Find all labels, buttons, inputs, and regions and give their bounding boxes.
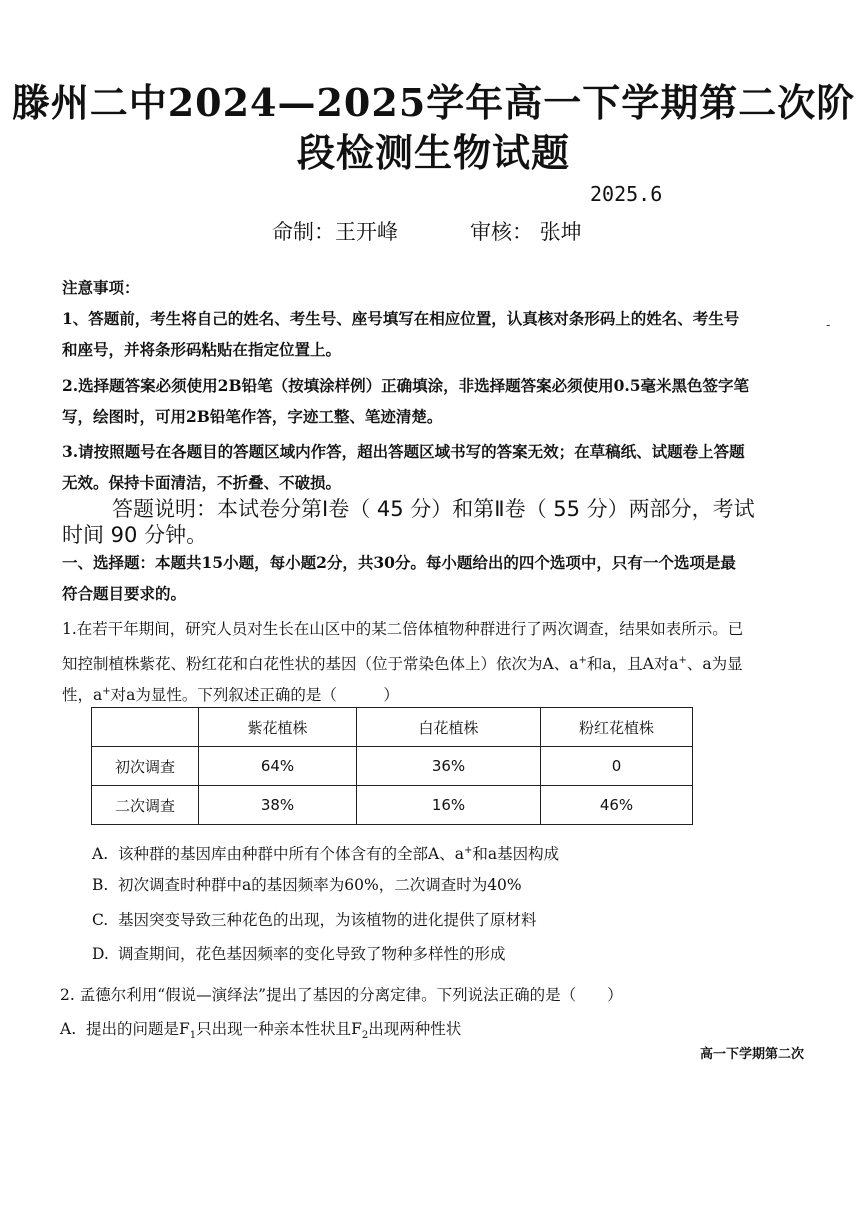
section1-heading-line2: 符合题目要求的。 <box>62 584 187 603</box>
table-header-cell: 白花植株 <box>357 708 541 747</box>
page-title: 滕州二中2024—2025学年高一下学期第二次阶 <box>11 80 856 125</box>
table-cell: 46% <box>541 786 693 825</box>
table-cell: 16% <box>357 786 541 825</box>
note-3-line1: 3.请按照题号在各题目的答题区域内作答，超出答题区域书写的答案无效；在草稿纸、试题卷上答题 <box>62 442 745 461</box>
exam-date: 2025.6 <box>590 182 663 206</box>
margin-mark: - <box>826 318 831 333</box>
page-title-line2: 段检测生物试题 <box>296 130 570 175</box>
note-2-line1: 2.选择题答案必须使用2B铅笔（按填涂样例）正确填涂，非选择题答案必须使用0.5毫米黑色签字笔 <box>62 376 750 395</box>
q1-stem-line1: 1.在若干年期间，研究人员对生长在山区中的某二倍体植物种群进行了两次调查，结果如表所示。已 <box>62 620 744 638</box>
reviewer-label: 审核： 张坤 <box>470 220 582 244</box>
q1-stem-line3: 性，a+对a为显性。下列叙述正确的是（ ） <box>62 686 399 705</box>
notes-heading: 注意事项： <box>62 278 140 297</box>
q1-option-c: C. 基因突变导致三种花色的出现，为该植物的进化提供了原材料 <box>92 911 537 929</box>
note-1-line1: 1、答题前，考生将自己的姓名、考生号、座号填写在相应位置，认真核对条形码上的姓名、考生号 <box>62 309 740 328</box>
q1-option-b: B. 初次调查时种群中a的基因频率为60%，二次调查时为40% <box>92 876 522 894</box>
note-3-line2: 无效。保持卡面清洁，不折叠、不破损。 <box>62 473 342 492</box>
note-2-line2: 写，绘图时，可用2B铅笔作答，字迹工整、笔迹清楚。 <box>62 407 443 426</box>
authors <box>272 216 582 246</box>
page-footer: 高一下学期第二次 <box>700 1047 805 1062</box>
instructions-text: 答题说明：本试卷分第Ⅰ卷（ 45 分）和第Ⅱ卷（ 55 分）两部分，考试 <box>112 497 755 521</box>
q2-stem: 2. 孟德尔利用“假说—演绎法”提出了基因的分离定律。下列说法正确的是（ ） <box>60 986 623 1004</box>
q1-stem-line2: 知控制植株紫花、粉红花和白花性状的基因（位于常染色体上）依次为A、a+和a，且A对a+、a为显 <box>62 655 743 674</box>
table-row <box>92 747 693 786</box>
q2-option-a: A. 提出的问题是$F_1$只出现一种亲本性状且$F_2$出现两种性状 <box>60 1020 462 1042</box>
instructions-line2: 时间 90 分钟。 <box>62 523 208 547</box>
table-cell: 64% <box>199 747 357 786</box>
table-cell: 0 <box>541 747 693 786</box>
table-cell: 38% <box>199 786 357 825</box>
author-label: 命制：王开峰 <box>272 220 398 244</box>
table-header-row <box>92 708 693 747</box>
table-row <box>92 786 693 825</box>
survey-table <box>91 707 693 825</box>
table-header-cell: 粉红花植株 <box>541 708 693 747</box>
table-cell: 初次调查 <box>92 747 199 786</box>
q1-option-a: A. 该种群的基因库由种群中所有个体含有的全部A、a+和a基因构成 <box>92 845 560 864</box>
table-cell: 36% <box>357 747 541 786</box>
q1-option-d: D. 调查期间，花色基因频率的变化导致了物种多样性的形成 <box>92 945 506 963</box>
section1-heading-line1: 一、选择题：本题共15小题，每小题2分，共30分。每小题给出的四个选项中，只有一个选项是最 <box>62 553 736 572</box>
table-header-cell <box>92 708 199 747</box>
table-header-cell: 紫花植株 <box>199 708 357 747</box>
note-1-line2: 和座号，并将条形码粘贴在指定位置上。 <box>62 340 342 359</box>
table-cell: 二次调查 <box>92 786 199 825</box>
instructions-line1 <box>62 496 822 522</box>
